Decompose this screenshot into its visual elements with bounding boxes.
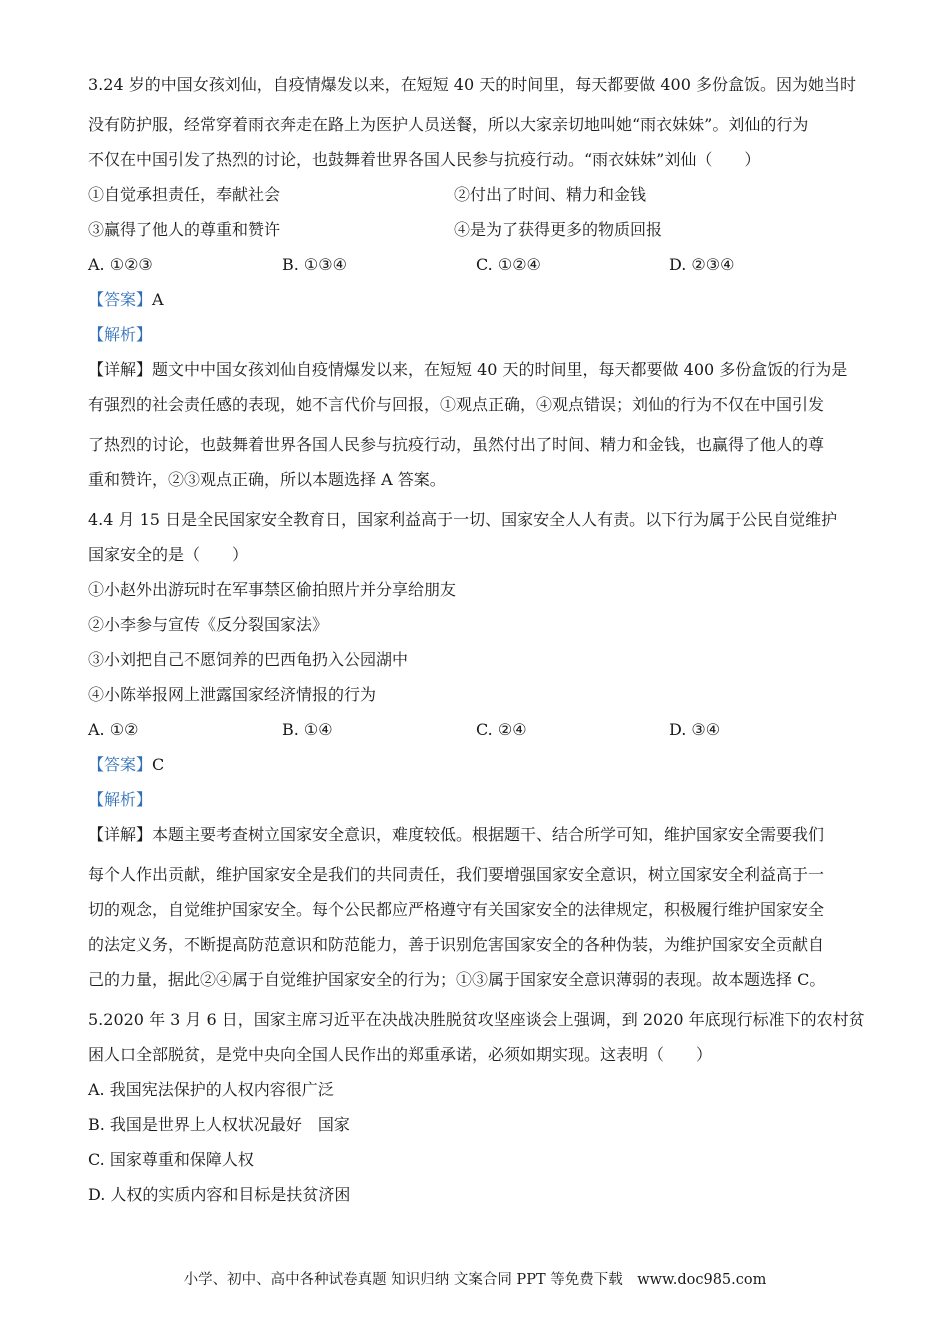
q4-item: ①小赵外出游玩时在军事禁区偷拍照片并分享给朋友 xyxy=(88,580,457,599)
q4-analysis-tag: 【解析】 xyxy=(88,790,153,809)
q3-item: ②付出了时间、精力和金钱 xyxy=(454,185,647,204)
q4-item: ④小陈举报网上泄露国家经济情报的行为 xyxy=(88,685,377,704)
q3-analysis-tag: 【解析】 xyxy=(88,325,153,344)
q4-detail-line: 的法定义务，不断提高防范意识和防范能力，善于识别危害国家安全的各种伪装，为维护国家安全贡献自 xyxy=(88,935,825,954)
q3-answer xyxy=(88,289,878,311)
q3-option-a: A. ①②③ xyxy=(88,255,153,274)
q4-detail-line: 每个人作出贡献，维护国家安全是我们的共同责任，我们要增强国家安全意识，树立国家安全利益高于一 xyxy=(88,865,825,884)
answer-value: C xyxy=(152,755,165,774)
detail-tag: 【详解】 xyxy=(88,360,153,379)
q5-option-a: A. 我国宪法保护的人权内容很广泛 xyxy=(88,1080,334,1099)
q3-item: ④是为了获得更多的物质回报 xyxy=(454,220,663,239)
q4-detail-line xyxy=(88,824,878,846)
q3-detail-line: 重和赞许，②③观点正确，所以本题选择 A 答案。 xyxy=(88,470,446,489)
q4-item: ③小刘把自己不愿饲养的巴西龟扔入公园湖中 xyxy=(88,650,409,669)
q3-option-d: D. ②③④ xyxy=(669,255,735,274)
q3-detail-line xyxy=(88,359,878,381)
q5-stem-line: 5.2020 年 3 月 6 日，国家主席习近平在决战决胜脱贫攻坚座谈会上强调，到 2020 年底现行标准下的农村贫 xyxy=(88,1010,865,1029)
q4-detail-line: 己的力量，据此②④属于自觉维护国家安全的行为；①③属于国家安全意识薄弱的表现。故本题选择 C。 xyxy=(88,970,826,989)
detail-tag: 【详解】 xyxy=(88,825,153,844)
answer-tag: 【答案】 xyxy=(88,755,153,774)
q3-stem-line: 没有防护服，经常穿着雨衣奔走在路上为医护人员送餐，所以大家亲切地叫她“雨衣妹妹”。刘仙的行为 xyxy=(88,115,809,134)
q5-stem-line: 困人口全部脱贫，是党中央向全国人民作出的郑重承诺，必须如期实现。这表明（ ） xyxy=(88,1045,713,1064)
q4-stem-line: 4.4 月 15 日是全民国家安全教育日，国家利益高于一切、国家安全人人有责。以下行为属于公民自觉维护 xyxy=(88,510,838,529)
q4-option-c: C. ②④ xyxy=(476,720,527,739)
q3-detail-line: 有强烈的社会责任感的表现，她不言代价与回报，①观点正确，④观点错误；刘仙的行为不仅在中国引发 xyxy=(88,395,825,414)
detail-text: 本题主要考查树立国家安全意识，难度较低。根据题干、结合所学可知，维护国家安全需要我们 xyxy=(152,825,825,844)
q4-stem-line: 国家安全的是（ ） xyxy=(88,545,249,564)
q4-option-d: D. ③④ xyxy=(669,720,721,739)
answer-value: A xyxy=(152,290,164,309)
q3-option-c: C. ①②④ xyxy=(476,255,541,274)
q3-option-b: B. ①③④ xyxy=(282,255,347,274)
q3-stem-line: 3.24 岁的中国女孩刘仙，自疫情爆发以来，在短短 40 天的时间里，每天都要做 400 多份盒饭。因为她当时 xyxy=(88,75,856,94)
q3-item: ①自觉承担责任，奉献社会 xyxy=(88,185,281,204)
q4-item: ②小李参与宣传《反分裂国家法》 xyxy=(88,615,329,634)
q5-option-d: D. 人权的实质内容和目标是扶贫济困 xyxy=(88,1185,351,1204)
q3-item: ③赢得了他人的尊重和赞许 xyxy=(88,220,281,239)
q3-stem-line: 不仅在中国引发了热烈的讨论，也鼓舞着世界各国人民参与抗疫行动。“雨衣妹妹”刘仙（ ） xyxy=(88,150,761,169)
q4-option-a: A. ①② xyxy=(88,720,139,739)
answer-tag: 【答案】 xyxy=(88,290,153,309)
q4-detail-line: 切的观念，自觉维护国家安全。每个公民都应严格遵守有关国家安全的法律规定，积极履行维护国家安全 xyxy=(88,900,825,919)
detail-text: 题文中中国女孩刘仙自疫情爆发以来，在短短 40 天的时间里，每天都要做 400 多份盒饭的行为是 xyxy=(152,360,848,379)
q5-option-c: C. 国家尊重和保障人权 xyxy=(88,1150,254,1169)
q3-detail-line: 了热烈的讨论，也鼓舞着世界各国人民参与抗疫行动，虽然付出了时间、精力和金钱，也赢得了他人的尊 xyxy=(88,435,825,454)
q5-option-b: B. 我国是世界上人权状况最好 国家 xyxy=(88,1115,350,1134)
q4-option-b: B. ①④ xyxy=(282,720,333,739)
page-footer: 小学、初中、高中各种试卷真题 知识归纳 文案合同 PPT 等免费下载 www.doc985.com xyxy=(183,1272,767,1288)
q4-answer xyxy=(88,754,878,776)
